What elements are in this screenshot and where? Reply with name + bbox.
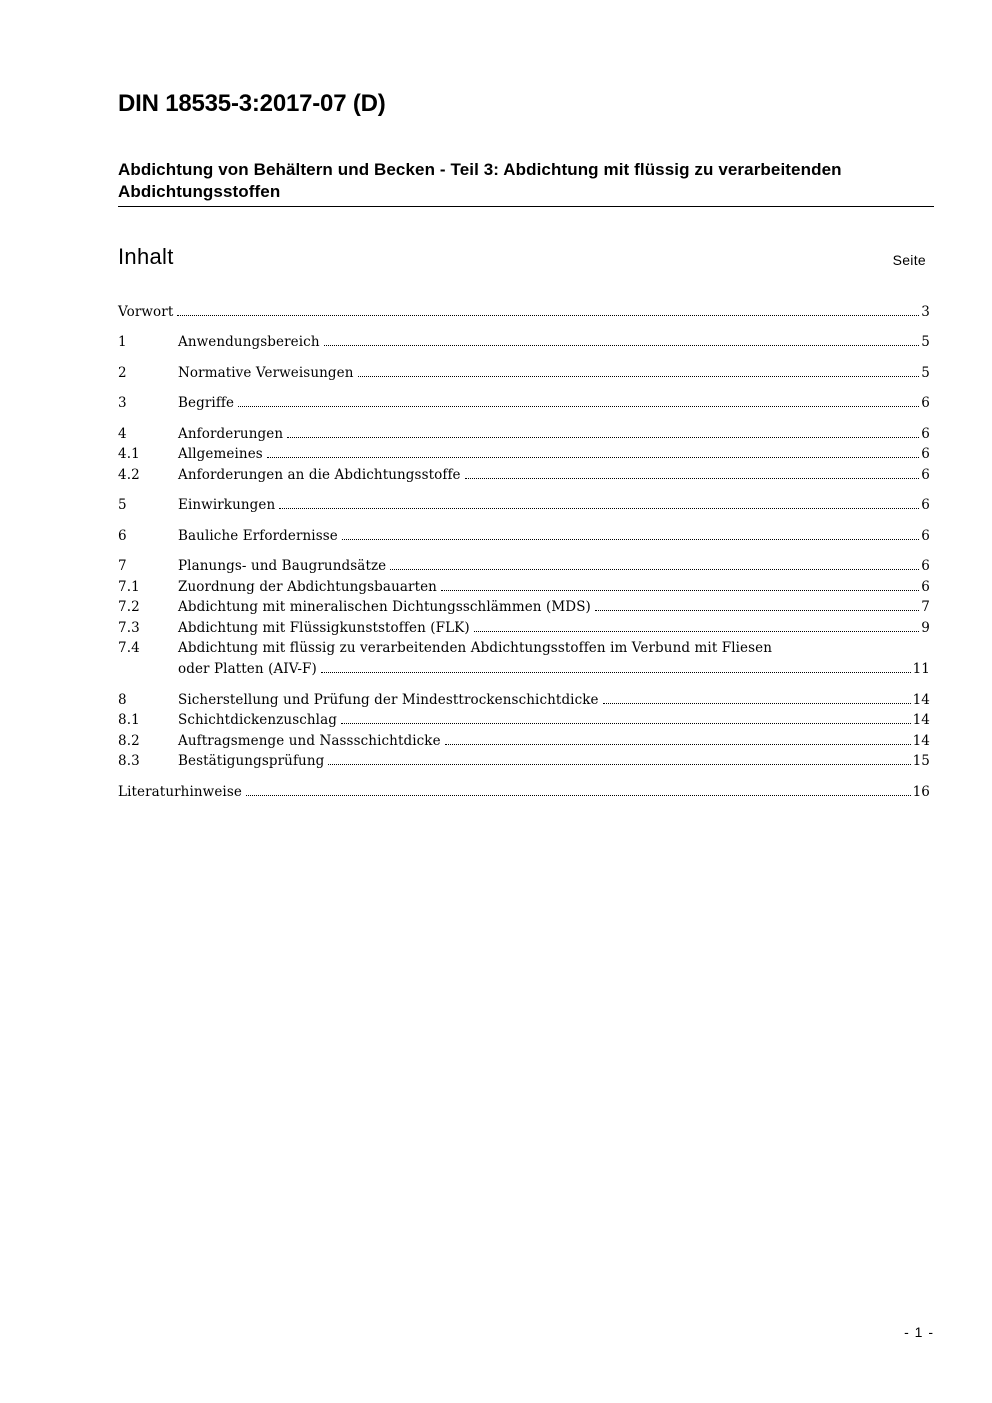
toc-entry-title: Einwirkungen <box>178 497 276 513</box>
toc-entry-number: 8.1 <box>118 712 140 728</box>
dot-leader <box>279 495 919 509</box>
toc-entry-number: 8.2 <box>118 733 140 749</box>
toc-entry-number: 8.3 <box>118 753 140 769</box>
toc-entry-2[interactable] <box>118 363 930 383</box>
toc-entry-page: 14 <box>912 692 930 708</box>
toc-entry-title: Abdichtung mit mineralischen Dichtungsschlämmen (MDS) <box>178 599 591 615</box>
dot-leader <box>324 332 920 346</box>
toc-entry-4-1[interactable] <box>118 444 930 464</box>
toc-entry-7-2[interactable] <box>118 597 930 617</box>
dot-leader <box>321 659 911 673</box>
dot-leader <box>238 393 919 407</box>
page-column-label: Seite <box>892 252 926 268</box>
toc-entry-page: 14 <box>912 733 930 749</box>
toc-entry-page: 5 <box>921 365 930 381</box>
dot-leader <box>358 363 920 377</box>
toc-entry-vorwort[interactable] <box>118 302 930 322</box>
toc-entry-1[interactable] <box>118 332 930 352</box>
toc-entry-number: 1 <box>118 334 127 350</box>
dot-leader <box>287 424 919 438</box>
toc-entry-title-line1: Abdichtung mit flüssig zu verarbeitenden Abdichtungsstoffen im Verbund mit Fliesen <box>178 640 773 656</box>
dot-leader <box>390 556 919 570</box>
toc-entry-title: Bestätigungsprüfung <box>178 753 325 769</box>
dot-leader <box>328 751 910 765</box>
toc-entry-7-1[interactable] <box>118 577 930 597</box>
dot-leader <box>342 526 919 540</box>
toc-entry-page: 6 <box>921 395 930 411</box>
dot-leader <box>246 782 911 796</box>
toc-entry-title: Abdichtung mit Flüssigkunststoffen (FLK) <box>178 620 470 636</box>
toc-entry-number: 3 <box>118 395 127 411</box>
toc-entry-title: Planungs- und Baugrundsätze <box>178 558 387 574</box>
document-subtitle: Abdichtung von Behältern und Becken - Teil 3: Abdichtung mit flüssig zu verarbeitenden Abdichtungsstoffen <box>118 159 934 207</box>
toc-entry-page: 6 <box>921 497 930 513</box>
toc-entry-3[interactable] <box>118 393 930 413</box>
toc-entry-title: Auftragsmenge und Nassschichtdicke <box>178 733 441 749</box>
dot-leader <box>603 690 911 704</box>
toc-entry-title-line2: oder Platten (AIV-F) <box>178 661 317 677</box>
dot-leader <box>267 444 919 458</box>
toc-entry-literaturhinweise[interactable] <box>118 782 930 802</box>
toc-entry-title: Allgemeines <box>178 446 263 462</box>
toc-heading: Inhalt <box>118 244 174 269</box>
toc-entry-title: Literaturhinweise <box>118 784 242 800</box>
toc-entry-7-4[interactable] <box>118 638 930 679</box>
toc-entry-title: Anwendungsbereich <box>178 334 320 350</box>
toc-entry-page: 6 <box>921 528 930 544</box>
toc-entry-page: 5 <box>921 334 930 350</box>
toc-entry-page: 7 <box>921 599 930 615</box>
toc-entry-8-2[interactable] <box>118 731 930 751</box>
toc-entry-title: Vorwort <box>118 304 174 320</box>
toc-entry-title: Begriffe <box>178 395 235 411</box>
toc-entry-page: 6 <box>921 467 930 483</box>
dot-leader <box>474 618 920 632</box>
toc-entry-page: 11 <box>912 661 930 677</box>
document-title: DIN 18535-3:2017-07 (D) <box>118 90 386 117</box>
toc-entry-number: 6 <box>118 528 127 544</box>
toc-entry-title: Normative Verweisungen <box>178 365 354 381</box>
toc-entry-title: Anforderungen <box>178 426 284 442</box>
dot-leader <box>445 731 911 745</box>
toc-entry-number: 7.2 <box>118 599 140 615</box>
page-number: - 1 - <box>904 1324 934 1340</box>
toc-entry-page: 9 <box>921 620 930 636</box>
toc-entry-number: 7 <box>118 558 127 574</box>
toc-entry-number: 7.3 <box>118 620 140 636</box>
toc-entry-number: 7.1 <box>118 579 140 595</box>
toc-entry-page: 6 <box>921 446 930 462</box>
toc-entry-5[interactable] <box>118 495 930 515</box>
toc-entry-title: Sicherstellung und Prüfung der Mindesttrockenschichtdicke <box>178 692 599 708</box>
toc-entry-number: 2 <box>118 365 127 381</box>
toc-entry-page: 16 <box>912 784 930 800</box>
toc-entry-page: 6 <box>921 426 930 442</box>
toc-entry-page: 6 <box>921 558 930 574</box>
toc-entry-7[interactable] <box>118 556 930 576</box>
dot-leader <box>595 597 919 611</box>
dot-leader <box>177 302 919 316</box>
toc-entry-number: 4.2 <box>118 467 140 483</box>
toc-entry-8-3[interactable] <box>118 751 930 771</box>
toc-entry-7-3[interactable] <box>118 618 930 638</box>
toc-entry-6[interactable] <box>118 526 930 546</box>
toc-entry-number: 5 <box>118 497 127 513</box>
toc-entry-8[interactable] <box>118 690 930 710</box>
toc-entry-page: 14 <box>912 712 930 728</box>
toc-entry-page: 3 <box>921 304 930 320</box>
toc-entry-number: 4 <box>118 426 127 442</box>
toc-entry-4-2[interactable] <box>118 465 930 485</box>
toc-entry-page: 6 <box>921 579 930 595</box>
dot-leader <box>441 577 919 591</box>
toc-entry-title: Zuordnung der Abdichtungsbauarten <box>178 579 437 595</box>
toc-entry-number: 7.4 <box>118 640 140 656</box>
toc-entry-8-1[interactable] <box>118 710 930 730</box>
toc-entry-number: 4.1 <box>118 446 140 462</box>
toc-entry-number: 8 <box>118 692 127 708</box>
toc-entry-title: Bauliche Erfordernisse <box>178 528 338 544</box>
toc-entry-page: 15 <box>912 753 930 769</box>
dot-leader <box>341 710 911 724</box>
toc-entry-title: Anforderungen an die Abdichtungsstoffe <box>178 467 461 483</box>
toc-entry-4[interactable] <box>118 424 930 444</box>
toc-entry-title: Schichtdickenzuschlag <box>178 712 337 728</box>
dot-leader <box>465 465 920 479</box>
